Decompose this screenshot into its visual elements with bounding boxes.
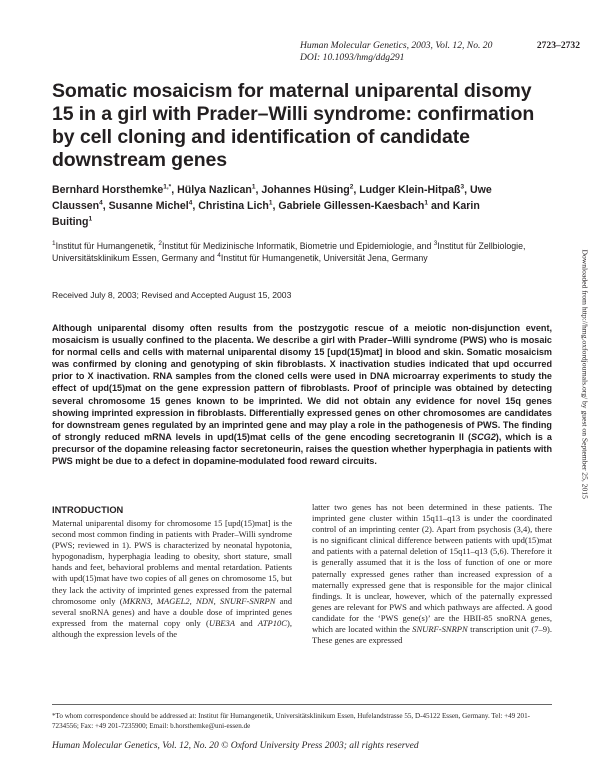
affil-sup: 3 bbox=[433, 240, 438, 248]
journal-header bbox=[300, 40, 580, 64]
author-sup: 1,* bbox=[163, 183, 172, 191]
author: , Hülya Nazlican bbox=[171, 184, 252, 196]
author: , Christina Lich bbox=[192, 200, 269, 212]
text-run: Maternal uniparental disomy for chromosome 15 [upd(15)mat] is the second most common finding in patients with Prader–Willi syndrome (PWS; reviewed in 1). PWS is characterized by neonatal hypotonia, hypogonadism, hyperphagia leading to obesity, short stature, small hands and feet, behavioral problems and mental retardation. Patients with upd(15)mat have two copies of all genes on chromosome 15, but they lack the activity of imprinted genes expressed from the paternal chromosome only ( bbox=[52, 518, 292, 606]
text-run: transcription unit (7–9). These genes are expressed bbox=[312, 624, 553, 646]
article-title: Somatic mosaicism for maternal uniparental disomy 15 in a girl with Prader–Willi syndrome: confirmation by cell cloning and identification of candidate downstream genes bbox=[52, 80, 535, 171]
author-sup: 2 bbox=[349, 183, 354, 191]
author: , Johannes Hüsing bbox=[255, 184, 350, 196]
author-sup: 1 bbox=[251, 183, 256, 191]
paragraph bbox=[312, 502, 552, 646]
text-run: latter two genes has not been determined in these patients. The imprinted gene cluster within 15q11–q13 is under the coordinated control of an imprinting center (2). Apart from psychosis (3,4), there is no significant clinical difference between patients with upd(15)mat and patients with a paternal deletion of 15q11–q13 (5,6). Therefore it is generally assumed that it is the loss of function of one or more paternally expressed genes rather than increased expression of a maternally expressed gene that is responsible for the major clinical findings. It is unclear, however, which of the paternally expressed genes are relevant for PWS and which pathways are affected. A good candidate for the ‘PWS gene(s)’ are the HBII-85 snoRNA genes, which are located within the bbox=[312, 502, 552, 635]
affil-sup: 1 bbox=[52, 240, 56, 248]
author: Bernhard Horsthemke bbox=[52, 184, 164, 196]
author-sup: 4 bbox=[99, 199, 103, 207]
text-run: and several snoRNA genes) and have a double dose of imprinted genes expressed from the maternal copy only ( bbox=[52, 595, 292, 628]
author-list bbox=[52, 182, 522, 230]
abstract-text: ), which is a precursor of the dopamine releasing factor secretoneurin, raises the question whether hyperphagia in patients with PWS might be due to a defect in dopamine-modulated food reward circuits. bbox=[52, 431, 552, 467]
gene-name: UBE3A bbox=[208, 617, 235, 628]
author-sup: 1 bbox=[88, 215, 93, 223]
affiliation: Institut für Zellbiologie, Universitätsklinikum Essen, Germany and bbox=[52, 241, 526, 263]
author: and Karin Buiting bbox=[52, 200, 480, 228]
gene-name: SCG2 bbox=[471, 431, 496, 442]
gene-name: MKRN3, MAGEL2, NDN, SNURF-SNRPN bbox=[122, 595, 276, 606]
abstract bbox=[52, 322, 552, 467]
affiliation: Institut für Medizinische Informatik, Biometrie und Epidemiologie, and bbox=[161, 241, 434, 251]
footnote-divider bbox=[52, 704, 552, 705]
download-watermark-text[interactable]: Downloaded from http://hmg.oxfordjournals.org/ by guest on September 25, 2015 bbox=[580, 249, 590, 499]
affiliations bbox=[52, 240, 532, 264]
gene-name: ATP10C bbox=[257, 617, 288, 628]
correspondence-footnote: *To whom correspondence should be addressed at: Institut für Humangenetik, Universitätsklinikum Essen, Hufelandstrasse 55, D-45122 Essen, Germany. Tel: +49 201-7234556; Fax: +49 201-7235900; Email: b.horsthemke@uni-essen.de bbox=[52, 712, 530, 730]
section-heading: INTRODUCTION bbox=[52, 505, 124, 515]
author-sup: 1 bbox=[424, 199, 429, 207]
author: , Gabriele Gillessen-Kaesbach bbox=[272, 200, 425, 212]
abstract-text: Although uniparental disomy often results from the postzygotic rescue of a meiotic non-disjunction event, mosaicism is usually confined to the placenta. We describe a girl with Prader–Willi syndrome (PWS) who is mosaic for normal cells and cells with maternal uniparental disomy 15 [upd(15)mat] in blood and skin. Somatic mosaicism was confirmed by cloning and genotyping of skin fibroblasts. X inactivation studies indicated that upd occurred prior to X inactivation. RNA samples from the cloned cells were used in DNA microarray experiments to study the effect of upd(15)mat on the gene expression pattern of fibroblasts. Proof of principle was obtained by detecting several chromosome 15 genes known to be imprinted. We did not obtain any evidence for novel 15q genes showing imprinted expression in fibroblasts. Differentially expressed genes on other chromosomes are candidates for downstream genes regulated by an imprinted gene and may play a role in the pathogenesis of PWS. The finding of strongly reduced mRNA levels in upd(15)mat cells of the gene encoding secretogranin II ( bbox=[52, 323, 552, 442]
author: , Ludger Klein-Hitpaß bbox=[353, 184, 461, 196]
text-run: ), although the expression levels of the bbox=[52, 617, 292, 639]
author-sup: 1 bbox=[268, 199, 273, 207]
body-column-left bbox=[52, 500, 292, 640]
received-dates: Received July 8, 2003; Revised and Accepted August 15, 2003 bbox=[52, 290, 292, 300]
body-column-right bbox=[312, 500, 552, 646]
affiliation: Institut für Humangenetik, Universität Jena, Germany bbox=[220, 253, 428, 263]
copyright-footer: Human Molecular Genetics, Vol. 12, No. 20 © Oxford University Press 2003; all rights reserved bbox=[52, 741, 419, 751]
download-watermark bbox=[575, 249, 595, 515]
author: , Uwe Claussen bbox=[52, 184, 492, 212]
gene-name: SNURF-SNRPN bbox=[412, 624, 468, 635]
paragraph bbox=[52, 518, 292, 640]
author-sup: 4 bbox=[188, 199, 193, 207]
author: , Susanne Michel bbox=[102, 200, 189, 212]
affil-sup: 4 bbox=[217, 252, 221, 260]
text-run: and bbox=[235, 617, 258, 628]
affiliation: Institut für Humangenetik, bbox=[55, 241, 159, 251]
affil-sup: 2 bbox=[158, 240, 162, 248]
doi: DOI: 10.1093/hmg/ddg291 bbox=[300, 52, 405, 63]
journal-citation: Human Molecular Genetics, 2003, Vol. 12, No. 20 bbox=[300, 40, 493, 51]
page-range: 2723–2732 bbox=[536, 40, 580, 51]
author-sup: 3 bbox=[460, 183, 465, 191]
